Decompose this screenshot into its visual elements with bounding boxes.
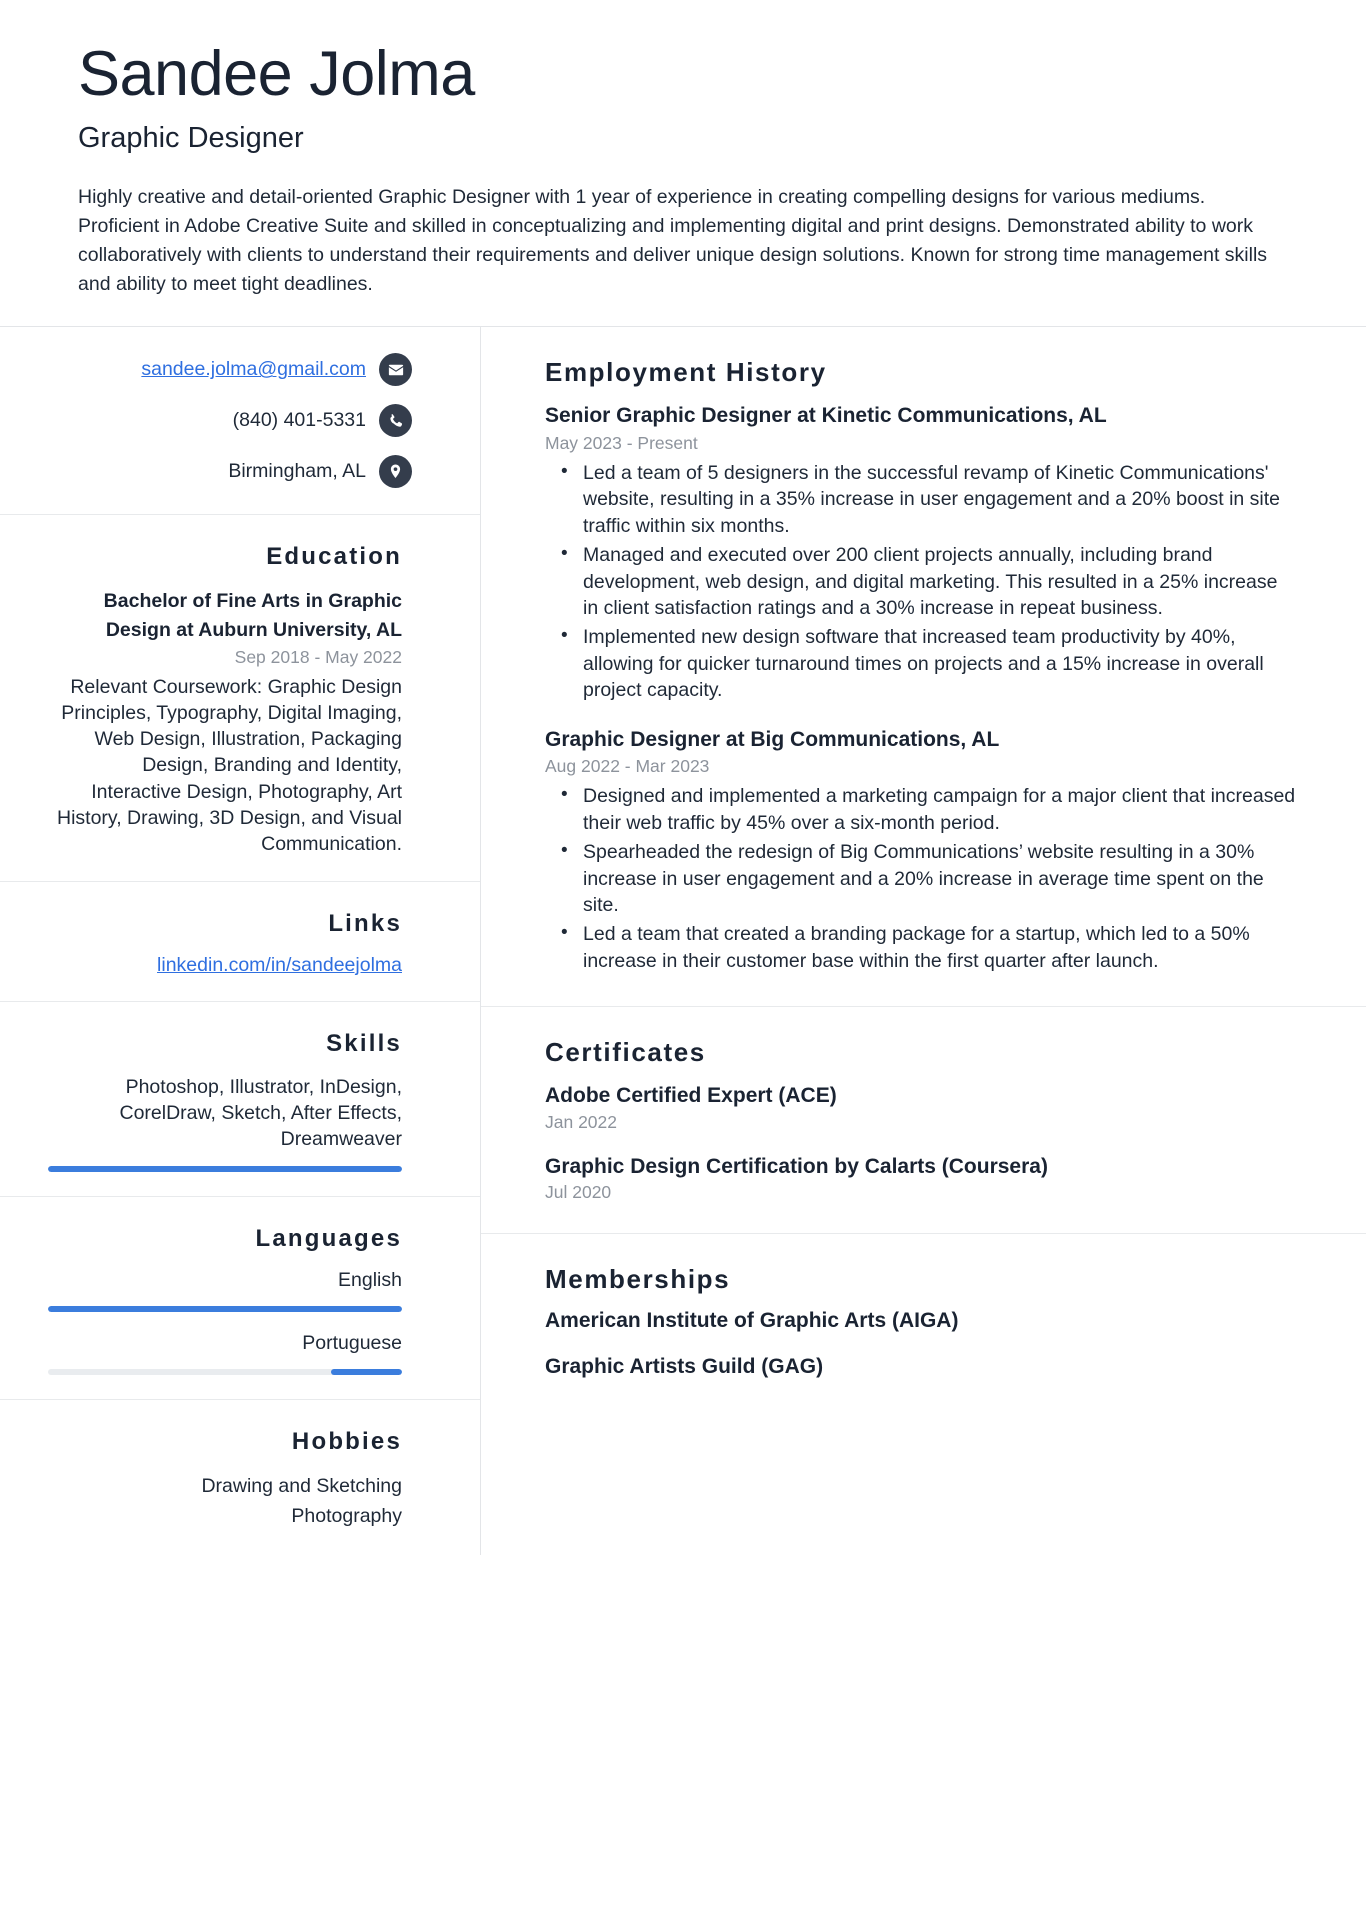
- link-item[interactable]: [48, 954, 402, 977]
- hobby-item: Drawing and Sketching: [201, 1475, 402, 1498]
- job-date: May 2023 - Present: [545, 432, 698, 453]
- education-degree: Bachelor of Fine Arts in Graphic Design at Auburn University, AL: [103, 590, 402, 641]
- education-description: Relevant Coursework: Graphic Design Principles, Typography, Digital Imaging, Web Design, Illustration, Packaging Design, Branding and Identity, Interactive Design, Photography, Art History, Drawing, 3D Design, and Visual Communication.: [56, 676, 402, 855]
- certificates-heading: Certificates: [545, 1037, 706, 1068]
- language-item-english: [48, 1269, 402, 1312]
- language-level-fill: [331, 1369, 402, 1375]
- envelope-icon: [379, 353, 412, 386]
- job-entry: [545, 726, 1296, 974]
- contact-section: [0, 327, 480, 515]
- phone-icon: [379, 404, 412, 437]
- skills-text: Photoshop, Illustrator, InDesign, CorelDraw, Sketch, After Effects, Dreamweaver: [119, 1075, 402, 1151]
- location-pin-icon: [379, 455, 412, 488]
- professional-summary: Highly creative and detail-oriented Graphic Designer with 1 year of experience in creating compelling designs for various mediums. Proficient in Adobe Creative Suite and skilled in conceptualizing and implementing digital and print designs. Demonstrated ability to work collaboratively with clients to understand their requirements and deliver unique design solutions. Known for strong time management skills and ability to meet tight deadlines.: [78, 186, 1268, 295]
- job-title-subheading: Graphic Designer: [78, 122, 304, 155]
- certificates-section: [481, 1007, 1366, 1234]
- memberships-section: [481, 1234, 1366, 1409]
- skills-section: [0, 1002, 480, 1197]
- education-section: [0, 515, 480, 881]
- employment-history-heading: Employment History: [545, 357, 827, 388]
- hobbies-heading: Hobbies: [291, 1428, 402, 1456]
- job-entry: [545, 402, 1296, 704]
- certificate-date: Jul 2020: [545, 1181, 612, 1202]
- employment-history-section: [481, 327, 1366, 1007]
- resume-body: [0, 327, 1366, 1554]
- language-name: English: [338, 1269, 402, 1292]
- links-heading: Links: [328, 909, 402, 937]
- language-level-bar: [48, 1306, 402, 1312]
- hobbies-section: [0, 1400, 480, 1555]
- language-item-portuguese: [48, 1332, 402, 1375]
- language-level-fill: [48, 1306, 402, 1312]
- email-value[interactable]: sandee.jolma@gmail.com: [141, 358, 366, 381]
- education-date: Sep 2018 - May 2022: [234, 647, 402, 667]
- skills-level-bar: [48, 1166, 402, 1172]
- languages-heading: Languages: [255, 1225, 402, 1253]
- hobby-item: Photography: [291, 1504, 402, 1527]
- job-date: Aug 2022 - Mar 2023: [545, 756, 710, 777]
- job-role: Graphic Designer at Big Communications, AL: [545, 728, 1000, 752]
- job-bullet-list: [545, 460, 1296, 704]
- certificate-entry: [545, 1082, 1296, 1132]
- certificate-entry: [545, 1153, 1296, 1203]
- contact-row-phone[interactable]: [48, 404, 412, 437]
- job-bullet: • Led a team that created a branding package for a startup, which led to a 50% increase in their customer base within the first quarter after launch.: [581, 921, 1296, 974]
- link-linkedin[interactable]: linkedin.com/in/sandeejolma: [157, 953, 402, 976]
- contact-row-location: [48, 455, 412, 488]
- language-name: Portuguese: [302, 1332, 402, 1355]
- certificate-title: Graphic Design Certification by Calarts (Coursera): [545, 1154, 1048, 1178]
- job-role: Senior Graphic Designer at Kinetic Communications, AL: [545, 404, 1107, 428]
- job-bullet-list: [545, 783, 1296, 974]
- job-bullet: • Managed and executed over 200 client projects annually, including brand development, web design, and digital marketing. This resulted in a 25% increase in client satisfaction ratings and a 30% increase in repeat business.: [581, 542, 1296, 622]
- memberships-heading: Memberships: [545, 1263, 731, 1294]
- certificate-title: Adobe Certified Expert (ACE): [545, 1084, 837, 1108]
- phone-value: (840) 401-5331: [232, 409, 366, 432]
- location-value: Birmingham, AL: [228, 460, 366, 483]
- membership-item: American Institute of Graphic Arts (AIGA): [545, 1308, 959, 1332]
- job-bullet: • Led a team of 5 designers in the successful revamp of Kinetic Communications' website, resulting in a 35% increase in user engagement and a 20% boost in site traffic within six months.: [581, 460, 1296, 540]
- skills-level-fill: [48, 1166, 402, 1172]
- languages-section: [0, 1197, 480, 1400]
- skills-heading: Skills: [326, 1029, 402, 1057]
- job-bullet: • Spearheaded the redesign of Big Communications’ website resulting in a 30% increase in user engagement and a 20% increase in average time spent on the site.: [581, 839, 1296, 919]
- resume-header: [0, 0, 1366, 326]
- page-title: Sandee Jolma: [78, 39, 475, 109]
- main-column: [481, 327, 1366, 1554]
- certificate-date: Jan 2022: [545, 1111, 618, 1132]
- membership-item: Graphic Artists Guild (GAG): [545, 1354, 824, 1378]
- contact-row-email[interactable]: [48, 353, 412, 386]
- job-bullet: • Implemented new design software that increased team productivity by 40%, allowing for quicker turnaround times on projects and a 15% increase in overall project capacity.: [581, 624, 1296, 704]
- job-bullet: • Designed and implemented a marketing campaign for a major client that increased their web traffic by 45% over a six-month period.: [581, 783, 1296, 836]
- sidebar-column: [0, 327, 481, 1554]
- language-level-bar: [48, 1369, 402, 1375]
- education-heading: Education: [266, 543, 402, 571]
- links-section: [0, 882, 480, 1002]
